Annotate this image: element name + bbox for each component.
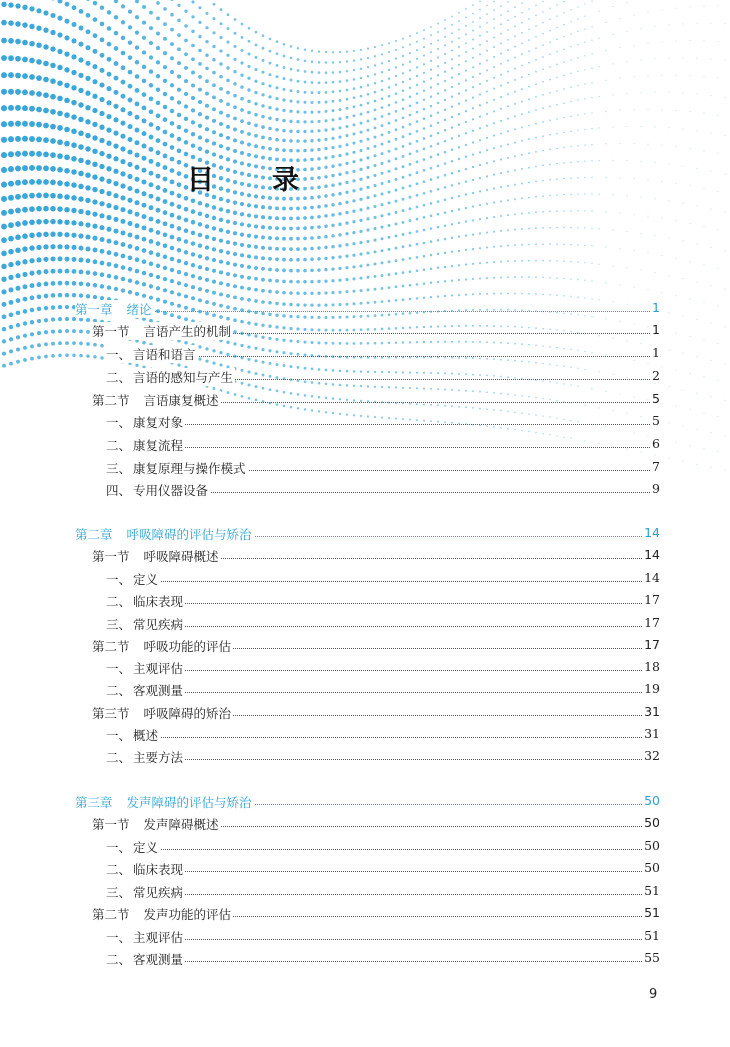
toc-entry-page: 5 xyxy=(652,413,660,428)
toc-entry-number: 二、 xyxy=(106,594,132,609)
toc-item-entry[interactable] xyxy=(0,950,660,970)
toc-entry-page: 2 xyxy=(652,368,660,383)
toc-item-entry[interactable] xyxy=(0,345,660,365)
toc-entry-number: 三、 xyxy=(106,617,132,632)
toc-item-entry[interactable] xyxy=(0,860,660,880)
toc-entry-page: 14 xyxy=(644,525,660,540)
leader-dots xyxy=(85,311,654,312)
toc-entry-label xyxy=(75,793,254,811)
toc-entry-label xyxy=(106,570,160,588)
toc-entry-number: 二、 xyxy=(106,438,132,453)
toc-entry-text: 言语的感知与产生 xyxy=(133,370,234,385)
toc-entry-text: 康复流程 xyxy=(133,438,184,453)
toc-entry-page: 14 xyxy=(644,547,660,562)
toc-entry-label xyxy=(92,637,233,655)
leader-dots xyxy=(116,603,654,604)
toc-section-entry[interactable] xyxy=(0,815,660,835)
toc-entry-label xyxy=(106,368,235,386)
toc-entry-label xyxy=(106,681,185,699)
toc-entry-number: 一、 xyxy=(106,840,132,855)
toc-entry-page: 50 xyxy=(644,860,660,875)
toc-entry-label xyxy=(92,704,233,722)
toc-item-entry[interactable] xyxy=(0,368,660,388)
toc-entry-text: 言语和语言 xyxy=(133,347,196,362)
toc-entry-number: 一、 xyxy=(106,728,132,743)
toc-entry-page: 9 xyxy=(652,481,660,496)
toc-entry-number: 四、 xyxy=(106,483,132,498)
toc-section-entry[interactable] xyxy=(0,547,660,567)
toc-entry-page: 50 xyxy=(644,815,660,830)
toc-entry-text: 定义 xyxy=(133,840,159,855)
leader-dots xyxy=(116,447,654,448)
toc-entry-label xyxy=(106,615,185,633)
toc-entry-number: 一、 xyxy=(106,661,132,676)
toc-entry-text: 绪论 xyxy=(126,302,152,317)
toc-entry-number: 三、 xyxy=(106,885,132,900)
toc-entry-label xyxy=(106,436,185,454)
toc-entry-text: 言语康复概述 xyxy=(143,393,219,408)
toc-entry-text: 呼吸障碍的评估与矫治 xyxy=(126,527,252,542)
toc-title-char-2: 录 xyxy=(272,165,299,196)
toc-entry-label xyxy=(106,726,160,744)
toc-entry-label xyxy=(92,815,221,833)
toc-entry-number: 第三节 xyxy=(92,706,130,721)
toc-entry-page: 19 xyxy=(644,681,660,696)
toc-entry-text: 专用仪器设备 xyxy=(133,483,209,498)
toc-entry-text: 呼吸障碍的矫治 xyxy=(143,706,232,721)
toc-entry-text: 常见疾病 xyxy=(133,885,184,900)
toc-chapter-entry[interactable] xyxy=(0,300,660,320)
toc-entry-text: 客观测量 xyxy=(133,952,184,967)
toc-entry-page: 6 xyxy=(652,436,660,451)
toc-section-entry[interactable] xyxy=(0,322,660,342)
toc-entry-page: 51 xyxy=(644,928,660,943)
page-number: 9 xyxy=(649,987,658,1002)
toc-entry-text: 临床表现 xyxy=(133,862,184,877)
toc-entry-page: 5 xyxy=(652,391,660,406)
toc-entry-label xyxy=(75,300,154,318)
toc-entry-label xyxy=(75,525,254,543)
toc-entry-page: 1 xyxy=(652,300,660,315)
toc-entry-number: 一、 xyxy=(106,930,132,945)
toc-entry-page: 32 xyxy=(644,748,660,763)
toc-item-entry[interactable] xyxy=(0,481,660,501)
toc-entry-label xyxy=(106,592,185,610)
toc-entry-text: 主观评估 xyxy=(133,661,184,676)
toc-entry-label xyxy=(106,883,185,901)
toc-entry-text: 康复原理与操作模式 xyxy=(133,461,246,476)
toc-entry-page: 55 xyxy=(644,950,660,965)
toc-entry-number: 一、 xyxy=(106,347,132,362)
toc-entry-text: 发声障碍的评估与矫治 xyxy=(126,795,252,810)
toc-entry-page: 50 xyxy=(644,838,660,853)
toc-entry-page: 7 xyxy=(652,459,660,474)
leader-dots xyxy=(116,849,654,850)
leader-dots xyxy=(116,670,654,671)
toc-item-entry[interactable] xyxy=(0,459,660,479)
toc-entry-text: 主观评估 xyxy=(133,930,184,945)
toc-entry-label xyxy=(92,391,221,409)
toc-entry-label xyxy=(106,860,185,878)
toc-item-entry[interactable] xyxy=(0,413,660,433)
toc-entry-number: 一、 xyxy=(106,415,132,430)
toc-section-entry[interactable] xyxy=(0,637,660,657)
toc-entry-text: 定义 xyxy=(133,572,159,587)
toc-entry-number: 第三章 xyxy=(75,795,113,810)
toc-item-entry[interactable] xyxy=(0,726,660,746)
leader-dots xyxy=(116,894,654,895)
toc-entry-label xyxy=(106,748,185,766)
toc-entry-number: 第二节 xyxy=(92,393,130,408)
toc-chapter-entry[interactable] xyxy=(0,525,660,545)
toc-entry-label xyxy=(106,838,160,856)
toc-entry-page: 1 xyxy=(652,345,660,360)
leader-dots xyxy=(116,939,654,940)
toc-entry-text: 康复对象 xyxy=(133,415,184,430)
toc-entry-label xyxy=(92,547,221,565)
toc-entry-label xyxy=(106,459,248,477)
toc-entry-text: 概述 xyxy=(133,728,159,743)
toc-entry-page: 14 xyxy=(644,570,660,585)
toc-entry-label xyxy=(106,345,198,363)
toc-entry-number: 二、 xyxy=(106,370,132,385)
toc-section-entry[interactable] xyxy=(0,391,660,411)
leader-dots xyxy=(116,871,654,872)
toc-item-entry[interactable] xyxy=(0,659,660,679)
toc-entry-label xyxy=(106,950,185,968)
toc-section-entry[interactable] xyxy=(0,704,660,724)
leader-dots xyxy=(116,424,654,425)
toc-entry-text: 言语产生的机制 xyxy=(143,324,232,339)
leader-dots xyxy=(116,626,654,627)
toc-item-entry[interactable] xyxy=(0,592,660,612)
toc-item-entry[interactable] xyxy=(0,681,660,701)
toc-item-entry[interactable] xyxy=(0,748,660,768)
toc-entry-text: 呼吸障碍概述 xyxy=(143,549,219,564)
toc-item-entry[interactable] xyxy=(0,883,660,903)
toc-entry-number: 三、 xyxy=(106,461,132,476)
toc-item-entry[interactable] xyxy=(0,570,660,590)
toc-entry-text: 呼吸功能的评估 xyxy=(143,639,232,654)
toc-entry-label xyxy=(106,659,185,677)
toc-entry-number: 第一节 xyxy=(92,324,130,339)
toc-entry-label xyxy=(92,905,233,923)
toc-entry-text: 发声功能的评估 xyxy=(143,907,232,922)
toc-item-entry[interactable] xyxy=(0,928,660,948)
toc-entry-page: 51 xyxy=(644,883,660,898)
toc-entry-label xyxy=(92,322,233,340)
toc-entry-number: 第二章 xyxy=(75,527,113,542)
toc-entry-text: 临床表现 xyxy=(133,594,184,609)
toc-item-entry[interactable] xyxy=(0,615,660,635)
toc-entry-label xyxy=(106,928,185,946)
leader-dots xyxy=(116,581,654,582)
toc-entry-text: 发声障碍概述 xyxy=(143,817,219,832)
toc-entry-number: 二、 xyxy=(106,952,132,967)
toc-entry-number: 第一节 xyxy=(92,817,130,832)
toc-entry-number: 第二节 xyxy=(92,639,130,654)
toc-entry-number: 第一章 xyxy=(75,302,113,317)
toc-entry-number: 第二节 xyxy=(92,907,130,922)
toc-entry-text: 常见疾病 xyxy=(133,617,184,632)
toc-item-entry[interactable] xyxy=(0,838,660,858)
toc-entry-page: 18 xyxy=(644,659,660,674)
toc-entry-page: 17 xyxy=(644,637,660,652)
toc-entry-number: 一、 xyxy=(106,572,132,587)
toc-entry-page: 50 xyxy=(644,793,660,808)
toc-entry-label xyxy=(106,413,185,431)
toc-section-entry[interactable] xyxy=(0,905,660,925)
toc-entry-page: 31 xyxy=(644,704,660,719)
leader-dots xyxy=(116,961,654,962)
toc-item-entry[interactable] xyxy=(0,436,660,456)
toc-entry-page: 31 xyxy=(644,726,660,741)
leader-dots xyxy=(116,692,654,693)
toc-entry-number: 二、 xyxy=(106,683,132,698)
leader-dots xyxy=(116,759,654,760)
toc-entry-page: 1 xyxy=(652,322,660,337)
toc-entry-number: 二、 xyxy=(106,750,132,765)
toc-entry-page: 17 xyxy=(644,592,660,607)
toc-entry-text: 主要方法 xyxy=(133,750,184,765)
toc-entry-page: 17 xyxy=(644,615,660,630)
toc-entry-number: 第一节 xyxy=(92,549,130,564)
toc-entry-text: 客观测量 xyxy=(133,683,184,698)
toc-entry-page: 51 xyxy=(644,905,660,920)
toc-entry-label xyxy=(106,481,210,499)
leader-dots xyxy=(116,737,654,738)
toc-title-char-1: 目 xyxy=(187,165,214,196)
toc-entry-number: 二、 xyxy=(106,862,132,877)
toc-chapter-entry[interactable] xyxy=(0,793,660,813)
